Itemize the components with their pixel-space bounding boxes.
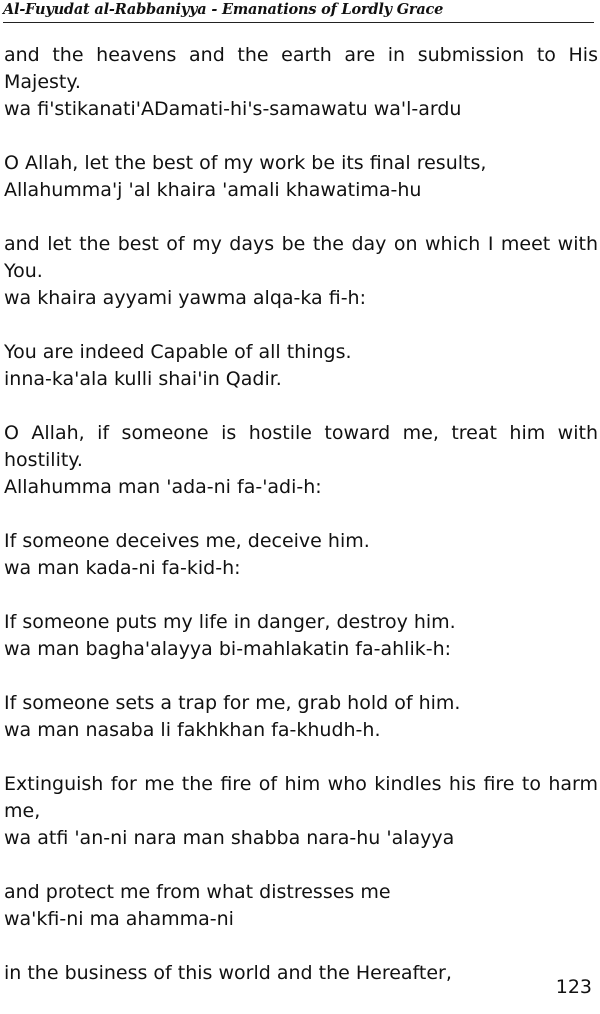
transliteration-line: wa atfi 'an-ni nara man shabba nara-hu 'alayya (4, 827, 455, 849)
paragraph (4, 42, 600, 123)
transliteration-line: wa man kada-ni fa-kid-h: (4, 557, 241, 579)
text-line: and the heavens and the earth are in submission to His (4, 44, 598, 66)
transliteration-line: Allahumma man 'ada-ni fa-'adi-h: (4, 476, 322, 498)
text-line: Extinguish for me the fire of him who kindles his fire to harm (4, 773, 598, 795)
paragraph (4, 231, 600, 312)
paragraph (4, 690, 600, 744)
paragraph (4, 150, 600, 204)
header-title: Al-Fuyudat al-Rabbaniyya - Emanations of Lordly Grace (3, 1, 444, 18)
page-body (4, 42, 600, 1014)
text-line: and let the best of my days be the day on which I meet with (4, 233, 598, 255)
text-line: me, (4, 800, 41, 822)
transliteration-line: wa'kfi-ni ma ahamma-ni (4, 908, 234, 930)
text-line: Majesty. (4, 71, 81, 93)
text-line: If someone puts my life in danger, destroy him. (4, 611, 456, 633)
paragraph (4, 879, 600, 933)
text-line: O Allah, if someone is hostile toward me, treat him with (4, 422, 598, 444)
text-line: hostility. (4, 449, 83, 471)
text-line: in the business of this world and the Hereafter, (4, 962, 452, 984)
transliteration-line: wa man nasaba li fakhkhan fa-khudh-h. (4, 719, 381, 741)
text-line: You. (4, 260, 43, 282)
text-line: and protect me from what distresses me (4, 881, 391, 903)
page-number: 123 (555, 976, 592, 998)
paragraph (4, 609, 600, 663)
transliteration-line: wa khaira ayyami yawma alqa-ka fi-h: (4, 287, 367, 309)
transliteration-line: wa fi'stikanati'ADamati-hi's-samawatu wa'l-ardu (4, 98, 462, 120)
text-line: O Allah, let the best of my work be its final results, (4, 152, 487, 174)
running-header (3, 0, 594, 23)
paragraph (4, 420, 600, 501)
paragraph (4, 771, 600, 852)
text-line: If someone sets a trap for me, grab hold of him. (4, 692, 461, 714)
paragraph (4, 339, 600, 393)
paragraph (4, 960, 600, 987)
paragraph (4, 528, 600, 582)
transliteration-line: wa man bagha'alayya bi-mahlakatin fa-ahlik-h: (4, 638, 452, 660)
text-line: If someone deceives me, deceive him. (4, 530, 370, 552)
transliteration-line: Allahumma'j 'al khaira 'amali khawatima-hu (4, 179, 422, 201)
transliteration-line: inna-ka'ala kulli shai'in Qadir. (4, 368, 282, 390)
text-line: You are indeed Capable of all things. (4, 341, 352, 363)
